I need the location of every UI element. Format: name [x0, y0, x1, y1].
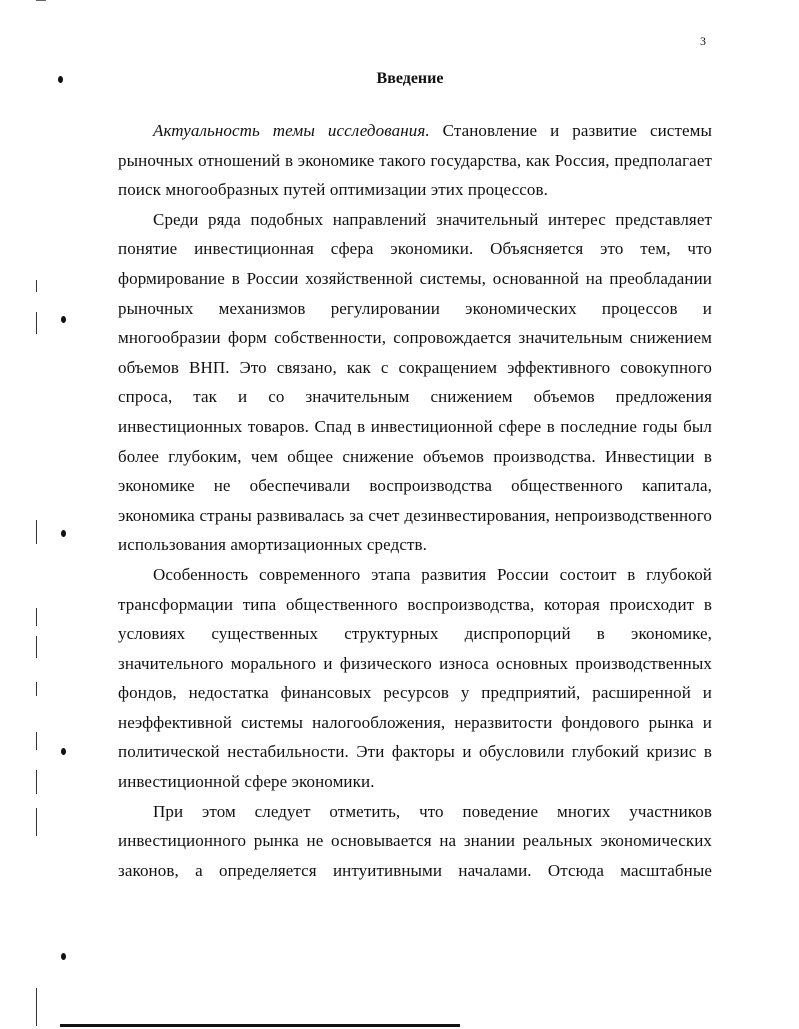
paragraph-text: Становление и развитие системы рыночных отношений в экономике такого государства, как Россия, предполагает поиск многообразных путей оптимизации этих процессов.	[118, 121, 712, 200]
paragraph-market-participants	[118, 797, 712, 886]
paragraph-lead: Актуальность темы исследования.	[153, 121, 430, 140]
margin-line-6	[36, 682, 37, 696]
paragraph-text: Среди ряда подобных направлений значительный интерес представляет понятие инвестиционная сфера экономики. Объясняется это тем, что формирование в России хозяйственной системы, основанной на преобладании рыночных механизмов регулировании экономических процессов и многообразии форм собственности, сопровождается значительным снижением объемов ВНП. Это связано, как с сокращением эффективного совокупного спроса, так и со значительным снижением объемов предложения инвестиционных товаров. Спад в инвестиционной сфере в последние годы был более глубоким, чем общее снижение объемов производства. Инвестиции в экономике не обеспечивали воспроизводства общественного капитала, экономика страны развивалась за счет дезинвестирования, непроизводственного использования амортизационных средств.	[118, 209, 712, 555]
margin-dot-5	[61, 953, 66, 960]
margin-dot-2	[61, 316, 66, 323]
paragraph-text: Особенность современного этапа развития России состоит в глубокой трансформации типа общественного воспроизводства, которая происходит в условиях существенных структурных диспропорций в экономике, значительного морального и физического износа основных производственных фондов, недостатка финансовых ресурсов у предприятий, расширенной и неэффективной системы налогообложения, неразвитости фондового рынка и политической нестабильности. Эти факторы и обусловили глубокий кризис в инвестиционной сфере экономики.	[118, 564, 712, 792]
paragraph-relevance	[118, 116, 712, 205]
margin-line-5	[36, 636, 37, 658]
margin-line-10	[36, 988, 37, 1026]
margin-line-9	[36, 808, 37, 836]
paragraph-investment-sphere	[118, 205, 712, 560]
scan-edge-mark	[36, 0, 46, 1]
margin-line-1	[36, 280, 37, 292]
margin-dot-4	[61, 748, 66, 755]
paragraph-current-stage	[118, 560, 712, 797]
margin-line-3	[36, 520, 37, 544]
margin-line-8	[36, 770, 37, 794]
margin-dot-3	[61, 530, 66, 537]
page-number: 3	[700, 34, 706, 48]
bottom-scan-rule	[60, 1024, 460, 1027]
paragraph-text: При этом следует отметить, что поведение многих участников инвестиционного рынка не основывается на знании реальных экономических законов, а определяется интуитивными началами. Отсюда масштабные	[118, 801, 712, 880]
margin-line-2	[36, 312, 37, 334]
margin-dot-1	[58, 76, 63, 83]
margin-line-7	[36, 732, 37, 750]
document-body	[118, 116, 712, 885]
margin-line-4	[36, 608, 37, 626]
page-title: Введение	[376, 70, 444, 87]
